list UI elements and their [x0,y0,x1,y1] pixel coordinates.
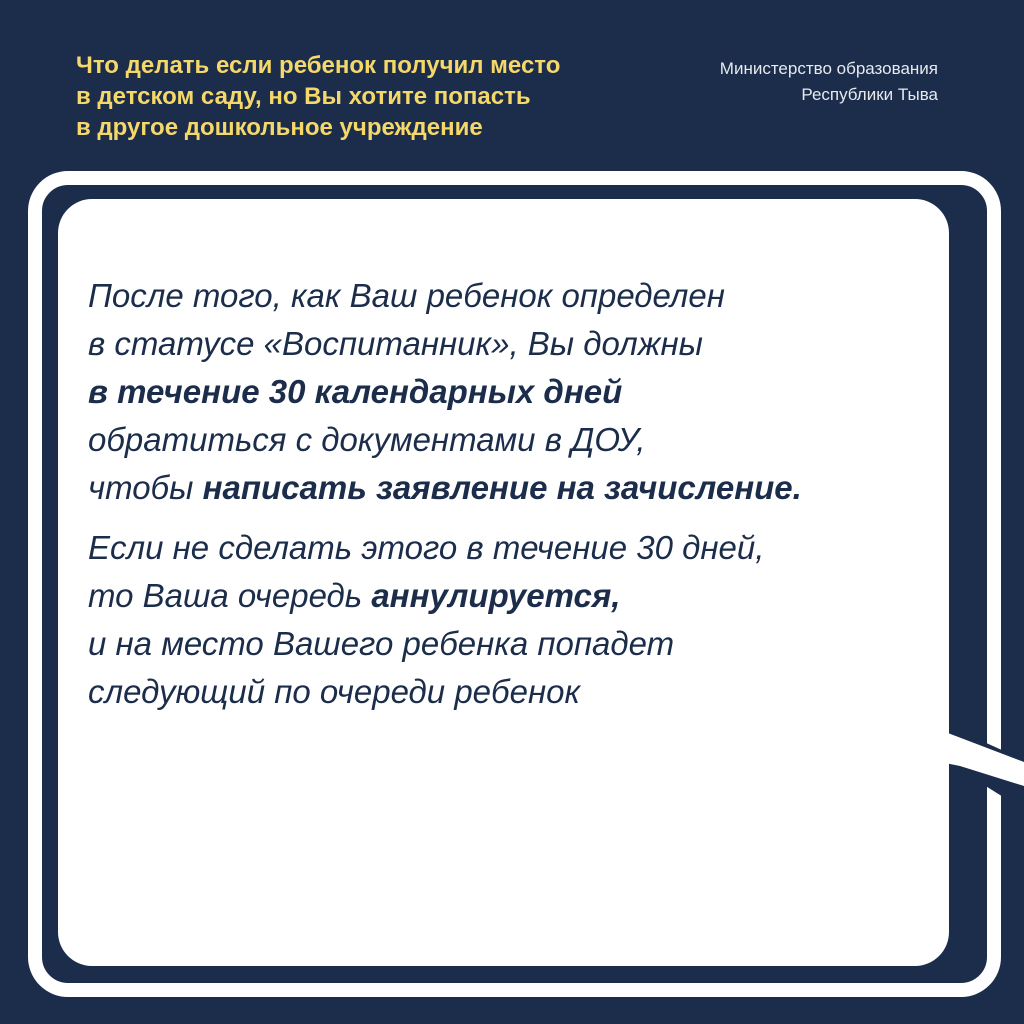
p1-line-2: в статусе «Воспитанник», Вы должны [88,325,703,362]
organization-line-1: Министерство образования [719,59,938,78]
header-title-bold-1: ребенок получил место [279,52,561,79]
p2-line-2-plain: то Ваша очередь [88,577,372,614]
header-title [76,50,656,143]
header-title-plain: Что делать если [76,52,280,79]
p2-line-4: следующий по очереди ребенок [88,673,581,710]
p1-line-5-plain: чтобы [88,469,203,506]
p2-line-3: и на место Вашего ребенка попадет [88,625,675,662]
header-title-bold-3: в другое дошкольное учреждение [76,114,483,141]
paragraph-2 [88,524,948,716]
p2-line-2-bold: аннулируется, [371,577,621,614]
p1-line-5-bold: написать заявление на зачисление. [202,469,802,506]
organization-name [598,56,938,108]
organization-line-2: Республики Тыва [801,85,938,104]
p1-line-4: обратиться с документами в ДОУ, [88,421,646,458]
header-title-bold-2: в детском саду, но Вы хотите попасть [76,83,531,110]
p1-line-3-bold: в течение 30 календарных дней [88,373,623,410]
p2-line-1: Если не сделать этого в течение 30 дней, [88,529,765,566]
p1-line-1: После того, как Ваш ребенок определен [88,277,725,314]
paragraph-1 [88,272,948,512]
message-text [88,272,948,716]
